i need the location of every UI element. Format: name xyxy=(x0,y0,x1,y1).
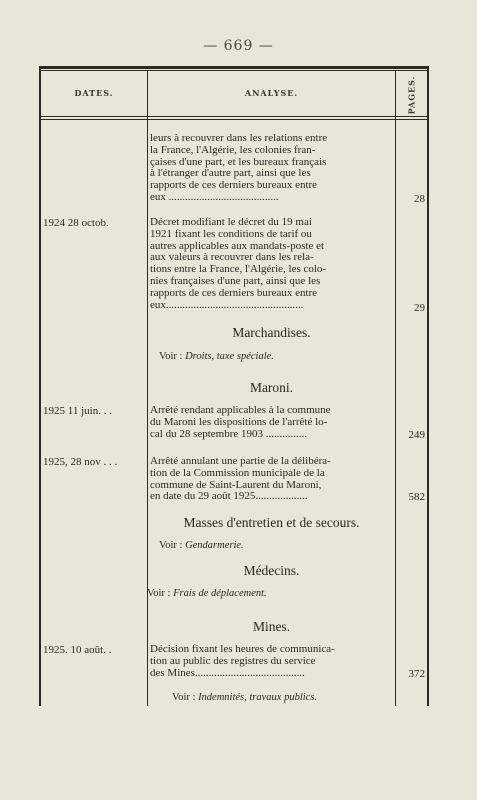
voir-reference xyxy=(172,692,317,703)
text-line: du Maroni les dispositions de l'arrêté lo- xyxy=(150,416,328,428)
voir-label: Voir : xyxy=(172,692,196,703)
text-line: tion de la Commission municipale de la xyxy=(150,467,325,479)
header-pages: PAGES. xyxy=(406,75,417,115)
entry-date: 1925. 10 août. . xyxy=(43,644,112,656)
section-title: Maroni. xyxy=(249,380,294,395)
entry-date: 1924 28 octob. xyxy=(43,217,109,229)
text-line: rapports de ces derniers bureaux entre xyxy=(150,180,318,192)
section-title: Mines. xyxy=(252,619,291,634)
text-line: 1921 fixant les conditions de tarif ou xyxy=(150,228,312,240)
text-line: cal du 28 septembre 1903 ............... xyxy=(150,428,308,440)
entry-date: 1925 11 juin. . . xyxy=(43,405,112,417)
text-line: tions entre la France, l'Algérie, les colo- xyxy=(150,264,327,276)
entry-date: 1925, 28 nov . . . xyxy=(43,456,118,468)
entry-continuation-text xyxy=(150,133,392,204)
voir-reference xyxy=(147,588,267,599)
entry-text xyxy=(150,456,392,503)
page-ref: 582 xyxy=(408,491,425,503)
voir-label: Voir : xyxy=(159,351,183,362)
column-divider-pages xyxy=(395,71,396,706)
page-ref: 372 xyxy=(408,668,425,680)
text-line: à l'étranger d'autre part, ainsi que les xyxy=(150,168,311,180)
text-line: Décision fixant les heures de communica- xyxy=(150,644,335,655)
section-title: Médecins. xyxy=(243,563,300,578)
voir-label: Voir : xyxy=(159,540,183,551)
voir-target: Gendarmerie. xyxy=(185,540,244,551)
index-table xyxy=(39,66,429,706)
page-ref: 29 xyxy=(414,302,425,314)
text-line: des Mines........................................ xyxy=(150,667,305,679)
entry-text xyxy=(150,644,392,679)
voir-target: Frais de déplacement. xyxy=(173,588,267,599)
text-line: aux valeurs à recouvrer dans les rela- xyxy=(150,252,314,264)
section-title: Masses d'entretien et de secours. xyxy=(183,515,360,530)
text-line: autres applicables aux mandats-poste et xyxy=(150,240,325,252)
header-analyse: ANALYSE. xyxy=(244,88,299,98)
text-line: en date du 29 août 1925................... xyxy=(150,491,308,503)
text-line: la France, l'Algérie, les colonies fran- xyxy=(150,144,316,156)
table-top-rule-thin xyxy=(39,70,429,71)
text-line: commune de Saint-Laurent du Maroni, xyxy=(150,479,322,491)
text-line: Arrêté rendant applicables à la commune xyxy=(150,405,331,416)
voir-reference xyxy=(159,351,274,362)
page-number: — 669 — xyxy=(203,38,274,54)
voir-reference xyxy=(159,540,244,551)
text-line: çaises d'une part, et les bureaux français xyxy=(150,156,327,168)
voir-target: Droits, taxe spéciale. xyxy=(185,351,274,362)
header-bottom-rule-2 xyxy=(39,119,429,120)
text-line: Décret modifiant le décret du 19 mai xyxy=(150,217,312,228)
voir-label: Voir : xyxy=(147,588,171,599)
entry-text xyxy=(150,217,392,311)
text-line: Arrêté annulant une partie de la délibéra- xyxy=(150,456,331,467)
text-line: rapports de ces derniers bureaux entre xyxy=(150,287,318,299)
header-bottom-rule xyxy=(39,116,429,117)
header-dates: DATES. xyxy=(74,88,114,98)
text-line: eux.................................................. xyxy=(150,299,304,311)
page-ref: 28 xyxy=(414,193,425,205)
text-line: eux ........................................ xyxy=(150,191,279,203)
text-line: tion au public des registres du service xyxy=(150,655,316,667)
text-line: leurs à recouvrer dans les relations entre xyxy=(150,133,328,144)
table-top-rule xyxy=(39,66,429,69)
text-line: nies françaises d'une part, ainsi que les xyxy=(150,275,321,287)
header-pages-cell xyxy=(396,74,427,116)
voir-target: Indemnités, travaux publics. xyxy=(198,692,318,703)
section-title: Marchandises. xyxy=(232,325,311,340)
page-ref: 249 xyxy=(408,429,425,441)
entry-text xyxy=(150,405,392,440)
